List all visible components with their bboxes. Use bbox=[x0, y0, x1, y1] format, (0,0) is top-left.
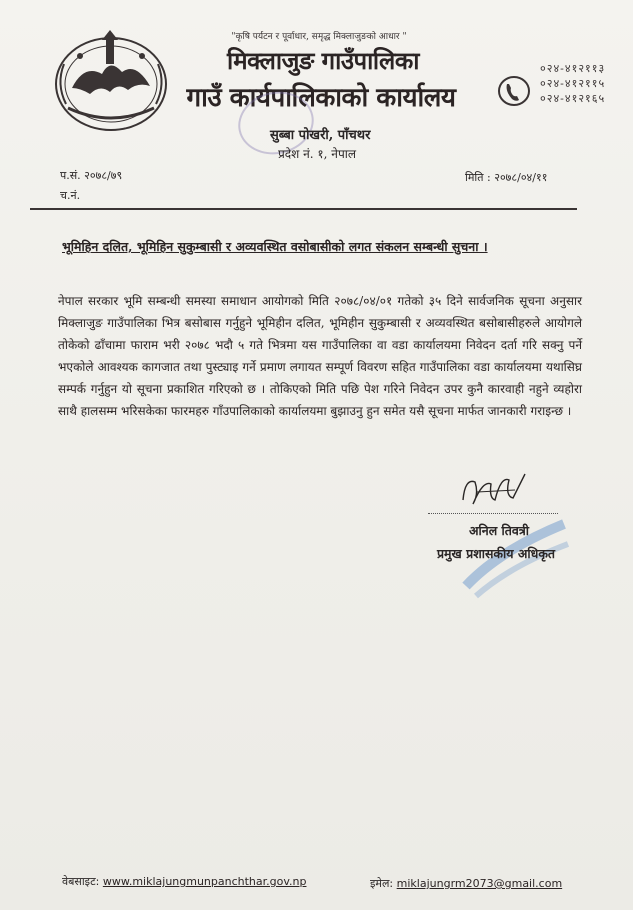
email-link[interactable]: miklajungrm2073@gmail.com bbox=[396, 877, 563, 890]
website-label: वेबसाइट: bbox=[62, 875, 100, 888]
signatory-title: प्रमुख प्रशासकीय अधिकृत bbox=[436, 546, 556, 561]
phone-numbers bbox=[540, 61, 620, 106]
letter-date: मिति : २०७८/०४/११ bbox=[465, 171, 548, 184]
header-tagline: "कृषि पर्यटन र पूर्वाधार, समृद्ध मिक्लाजुङको आधार " bbox=[231, 32, 407, 42]
signatory-name: अनिल तिवत्री bbox=[468, 523, 529, 538]
reference-number: प.सं. २०७८/७९ bbox=[60, 169, 123, 182]
nepal-emblem-logo bbox=[50, 24, 172, 136]
handwritten-signature bbox=[455, 470, 533, 514]
municipality-name: मिक्लाजुङ गाउँपालिका bbox=[227, 46, 419, 75]
footer-email bbox=[370, 876, 562, 891]
phone-number: ०२४-४१२११३ bbox=[540, 62, 606, 75]
office-location: सुब्बा पोखरी, पाँचथर bbox=[270, 128, 371, 143]
header-divider bbox=[30, 208, 577, 210]
website-link[interactable]: www.miklajungmunpanchthar.gov.np bbox=[102, 875, 307, 888]
footer-website bbox=[62, 874, 306, 889]
office-name: गाउँ कार्यपालिकाको कार्यालय bbox=[186, 83, 456, 113]
phone-number: ०२४-४१२११५ bbox=[540, 77, 606, 90]
office-province: प्रदेश नं. १, नेपाल bbox=[277, 147, 357, 161]
dispatch-number: च.नं. bbox=[60, 189, 81, 202]
email-label: इमेल: bbox=[370, 877, 394, 890]
phone-number: ०२४-४१२१६५ bbox=[540, 92, 606, 105]
notice-body: नेपाल सरकार भूमि सम्बन्धी समस्या समाधान आयोगको मिति २०७८/०४/०१ गतेको ३५ दिने सार्वजनिक सूचना अनुसार मिक्लाजुङ गाउँपालिका भित्र बसोबास गर्नुहुने भूमिहीन दलित, भूमिहीन सुकुम्बासी र अव्यवस्थित बसोबासीहरुले आयोगले तोकेको ढाँचामा फाराम भरी २०७८ भदौ ५ गते भित्रमा यस गाउँपालिका वा वडा कार्यालयमा निवेदन दर्ता गरि सक्नु पर्ने भएकोले आवश्यक कागजात तथा पुस्ट्याइ गर्ने प्रमाण लगायत सम्पूर्ण विवरण सहित गाउँपालिका वडा कार्यालयमा यथासिघ्र सम्पर्क गर्नुहुन यो सूचना प्रकाशित गरिएको छ । तोकिएको मिति पछि पेश गरिने निवेदन उपर कुनै कारवाही नहुने व्यहोरा साथै हालसम्म भरिसकेका फारमहरु गाँउपालिकाको कार्यालयमा बुझाउनु हुन समेत यसै सूचना मार्फत जानकारी गराइन्छ । bbox=[58, 294, 582, 418]
telephone-icon bbox=[496, 74, 532, 108]
notice-subject: भूमिहिन दलित, भूमिहिन सुकुम्बासी र अव्यवस्थित वसोबासीको लगत संकलन सम्बन्धी सुचना । bbox=[62, 239, 488, 254]
